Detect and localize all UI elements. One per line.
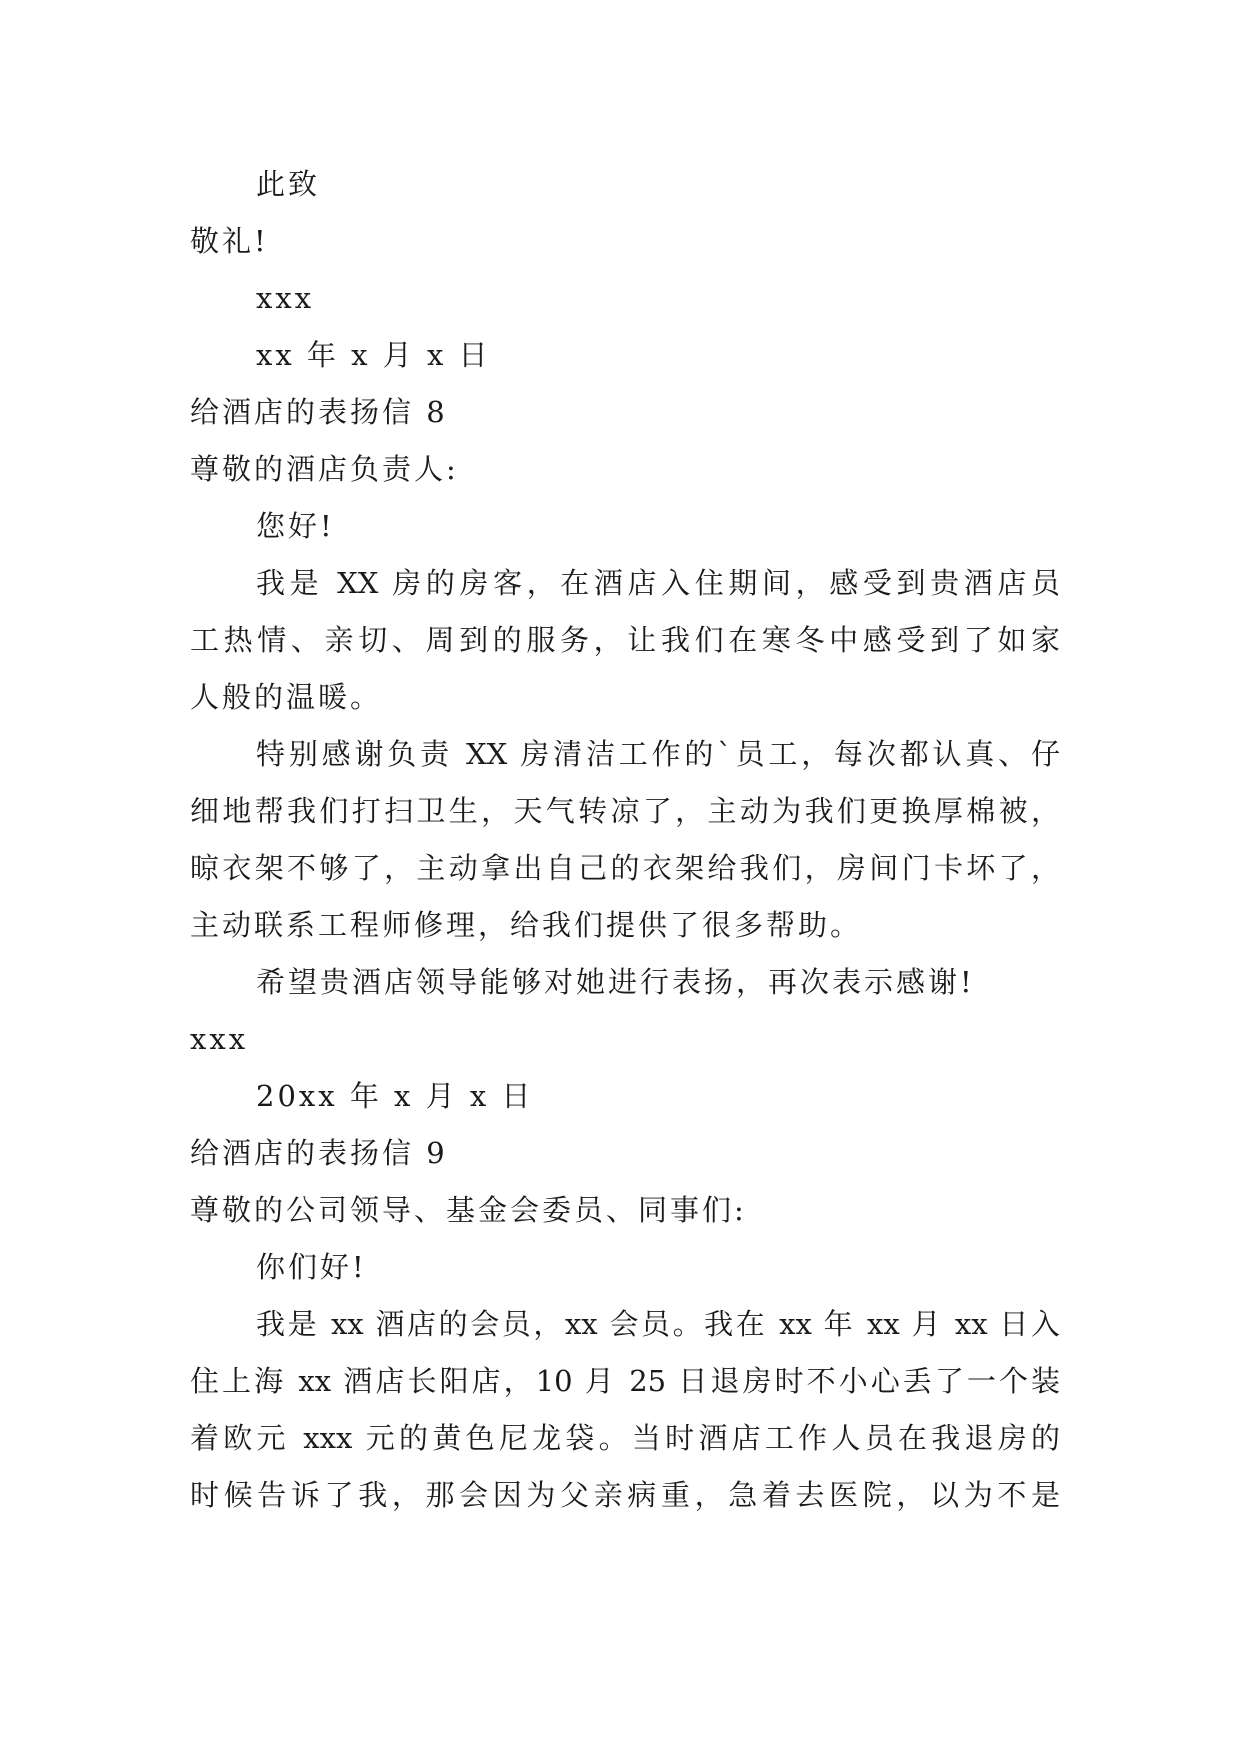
letter-8-p2-line: 晾衣架不够了，主动拿出自己的衣架给我们，房间门卡坏了， (190, 851, 1060, 885)
letter-8-date: 20xx 年 x 月 x 日 (256, 1079, 534, 1113)
letter-8-p1-line: 我是 XX 房的房客，在酒店入住期间，感受到贵酒店员 (256, 566, 1060, 600)
closing-regards: 敬礼! (190, 224, 269, 258)
letter-8-title: 给酒店的表扬信 8 (190, 395, 448, 429)
closing-signer: xxx (256, 281, 315, 315)
letter-8-p1-line: 工热情、亲切、周到的服务，让我们在寒冬中感受到了如家 (190, 623, 1060, 657)
letter-9-p1-line: 时候告诉了我，那会因为父亲病重，急着去医院，以为不是 (190, 1478, 1060, 1512)
letter-9-recipient: 尊敬的公司领导、基金会委员、同事们: (190, 1193, 747, 1227)
letter-9-greeting: 你们好! (256, 1250, 367, 1284)
letter-8-p2-line: 主动联系工程师修理，给我们提供了很多帮助。 (190, 908, 863, 942)
closing-salutation: 此致 (256, 167, 321, 201)
letter-9-p1-line: 着欧元 xxx 元的黄色尼龙袋。当时酒店工作人员在我退房的 (190, 1421, 1060, 1455)
letter-8-greeting: 您好! (256, 509, 335, 543)
letter-8-p1-line: 人般的温暖。 (190, 680, 383, 714)
letter-9-p1-line: 住上海 xx 酒店长阳店，10 月 25 日退房时不小心丢了一个装 (190, 1364, 1060, 1398)
letter-9-p1-line: 我是 xx 酒店的会员，xx 会员。我在 xx 年 xx 月 xx 日入 (256, 1307, 1060, 1341)
letter-8-p3: 希望贵酒店领导能够对她进行表扬，再次表示感谢! (256, 965, 975, 999)
letter-8-recipient: 尊敬的酒店负责人: (190, 452, 459, 486)
letter-8-p2-line: 特别感谢负责 XX 房清洁工作的`员工，每次都认真、仔 (256, 737, 1060, 771)
letter-8-p2-line: 细地帮我们打扫卫生，天气转凉了，主动为我们更换厚棉被， (190, 794, 1060, 828)
letter-9-title: 给酒店的表扬信 9 (190, 1136, 448, 1170)
closing-date: xx 年 x 月 x 日 (256, 338, 491, 372)
letter-8-signer: xxx (190, 1022, 249, 1056)
